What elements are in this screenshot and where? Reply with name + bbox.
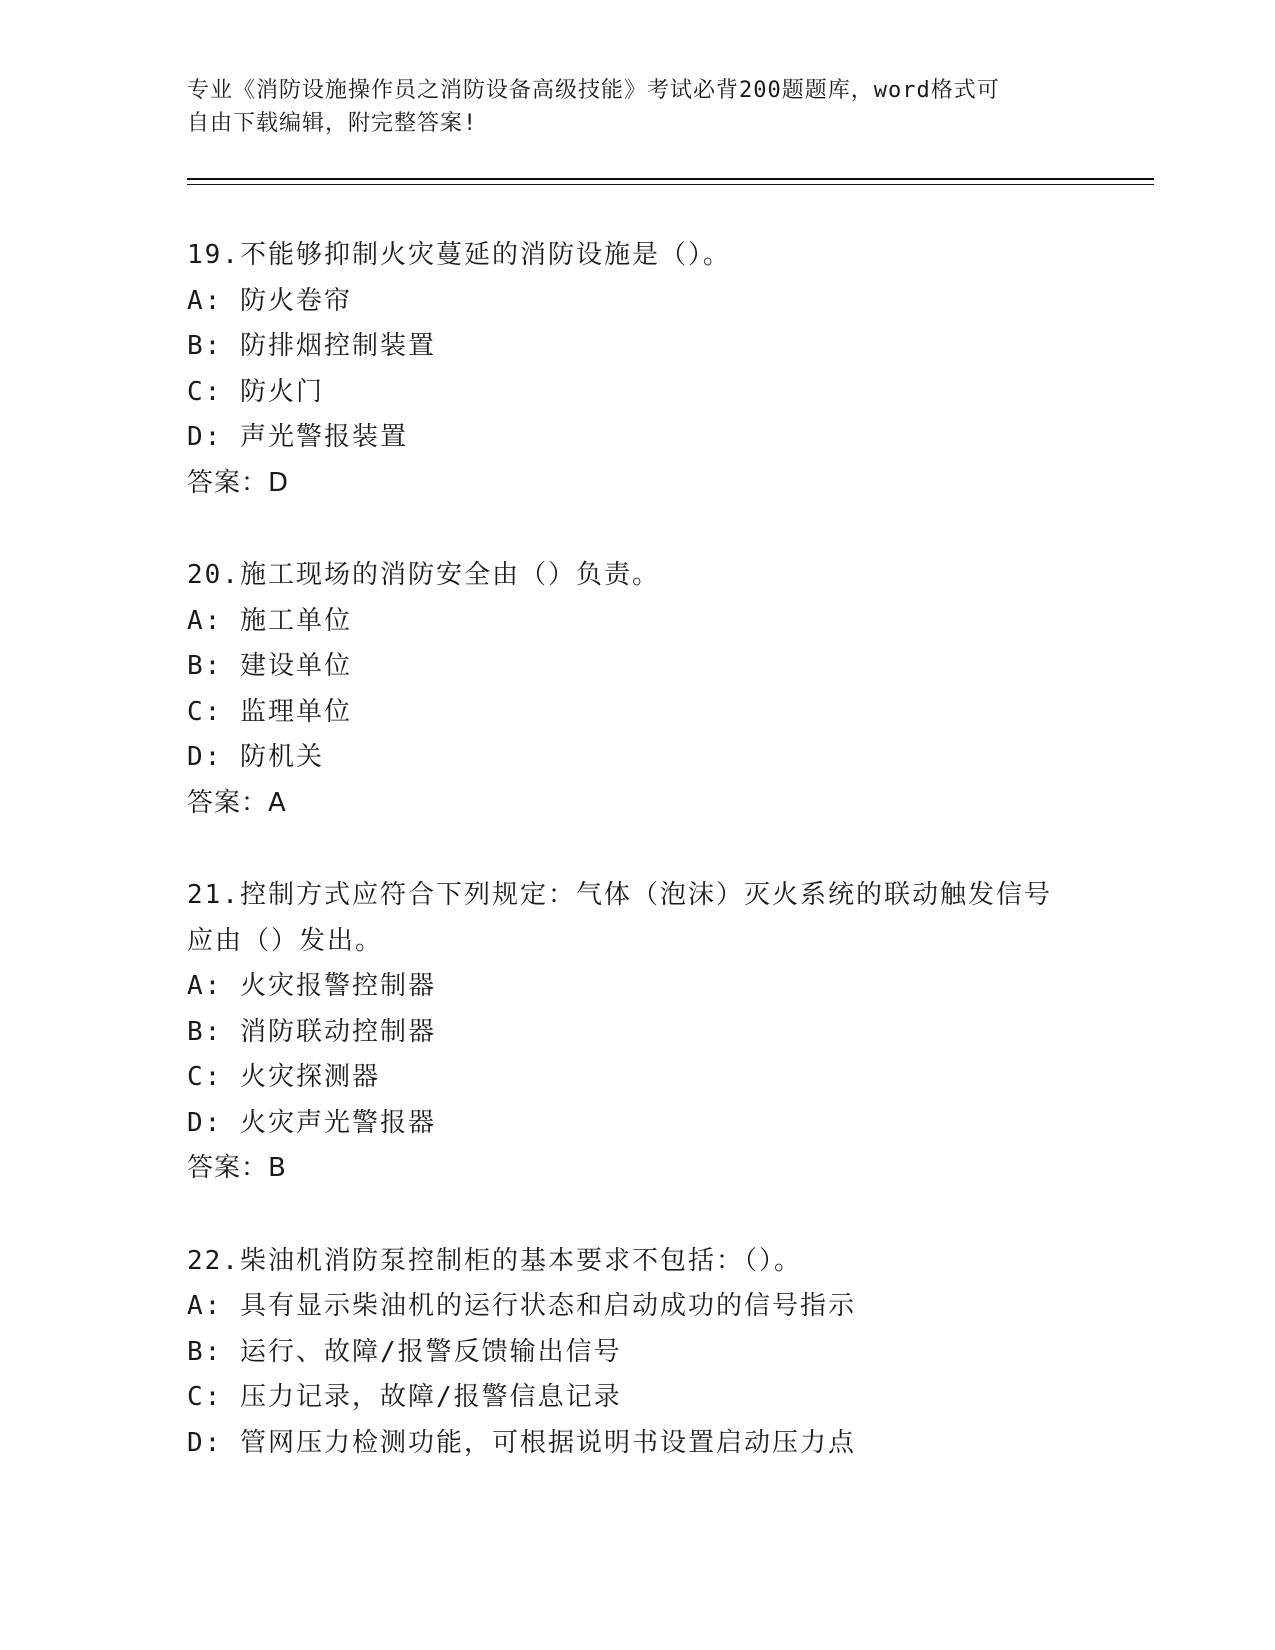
question-stem: 22.柴油机消防泵控制柜的基本要求不包括：（）。 <box>187 1245 802 1276</box>
option-d: D: 火灾声光警报器 <box>187 1107 436 1138</box>
option-a: A: 具有显示柴油机的运行状态和启动成功的信号指示 <box>187 1291 856 1321</box>
header-divider-thin <box>187 184 1154 185</box>
document-header <box>187 74 1067 140</box>
question-list <box>187 233 1087 1466</box>
option-a: A: 防火卷帘 <box>187 285 352 316</box>
option-b: B: 建设单位 <box>187 651 352 681</box>
question-21 <box>187 873 1087 1192</box>
header-line-2: 自由下载编辑，附完整答案! <box>187 111 478 136</box>
question-stem-continued: 应由（）发出。 <box>187 925 384 956</box>
option-d: D: 管网压力检测功能，可根据说明书设置启动压力点 <box>187 1427 856 1458</box>
answer-line: 答案：A <box>187 787 287 818</box>
option-c: C: 监理单位 <box>187 696 352 727</box>
question-20 <box>187 553 1087 826</box>
header-line-1: 专业《消防设施操作员之消防设备高级技能》考试必背200题题库，word格式可 <box>187 78 1000 103</box>
option-a: A: 火灾报警控制器 <box>187 971 436 1001</box>
question-19 <box>187 233 1087 506</box>
option-b: B: 运行、故障/报警反馈输出信号 <box>187 1336 622 1367</box>
option-c: C: 防火门 <box>187 376 324 407</box>
header-divider-thick <box>187 178 1154 180</box>
option-c: C: 压力记录，故障/报警信息记录 <box>187 1382 622 1412</box>
option-a: A: 施工单位 <box>187 605 352 636</box>
question-stem: 21.控制方式应符合下列规定：气体（泡沫）灭火系统的联动触发信号 <box>187 880 1052 910</box>
option-c: C: 火灾探测器 <box>187 1062 380 1092</box>
answer-line: 答案：B <box>187 1153 287 1183</box>
question-stem: 20.施工现场的消防安全由（）负责。 <box>187 560 660 590</box>
answer-line: 答案：D <box>187 467 290 498</box>
question-22 <box>187 1239 1087 1467</box>
question-stem: 19.不能够抑制火灾蔓延的消防设施是（）。 <box>187 240 731 270</box>
option-b: B: 消防联动控制器 <box>187 1016 436 1047</box>
option-d: D: 防机关 <box>187 742 324 772</box>
option-b: B: 防排烟控制装置 <box>187 331 436 361</box>
option-d: D: 声光警报装置 <box>187 422 408 452</box>
